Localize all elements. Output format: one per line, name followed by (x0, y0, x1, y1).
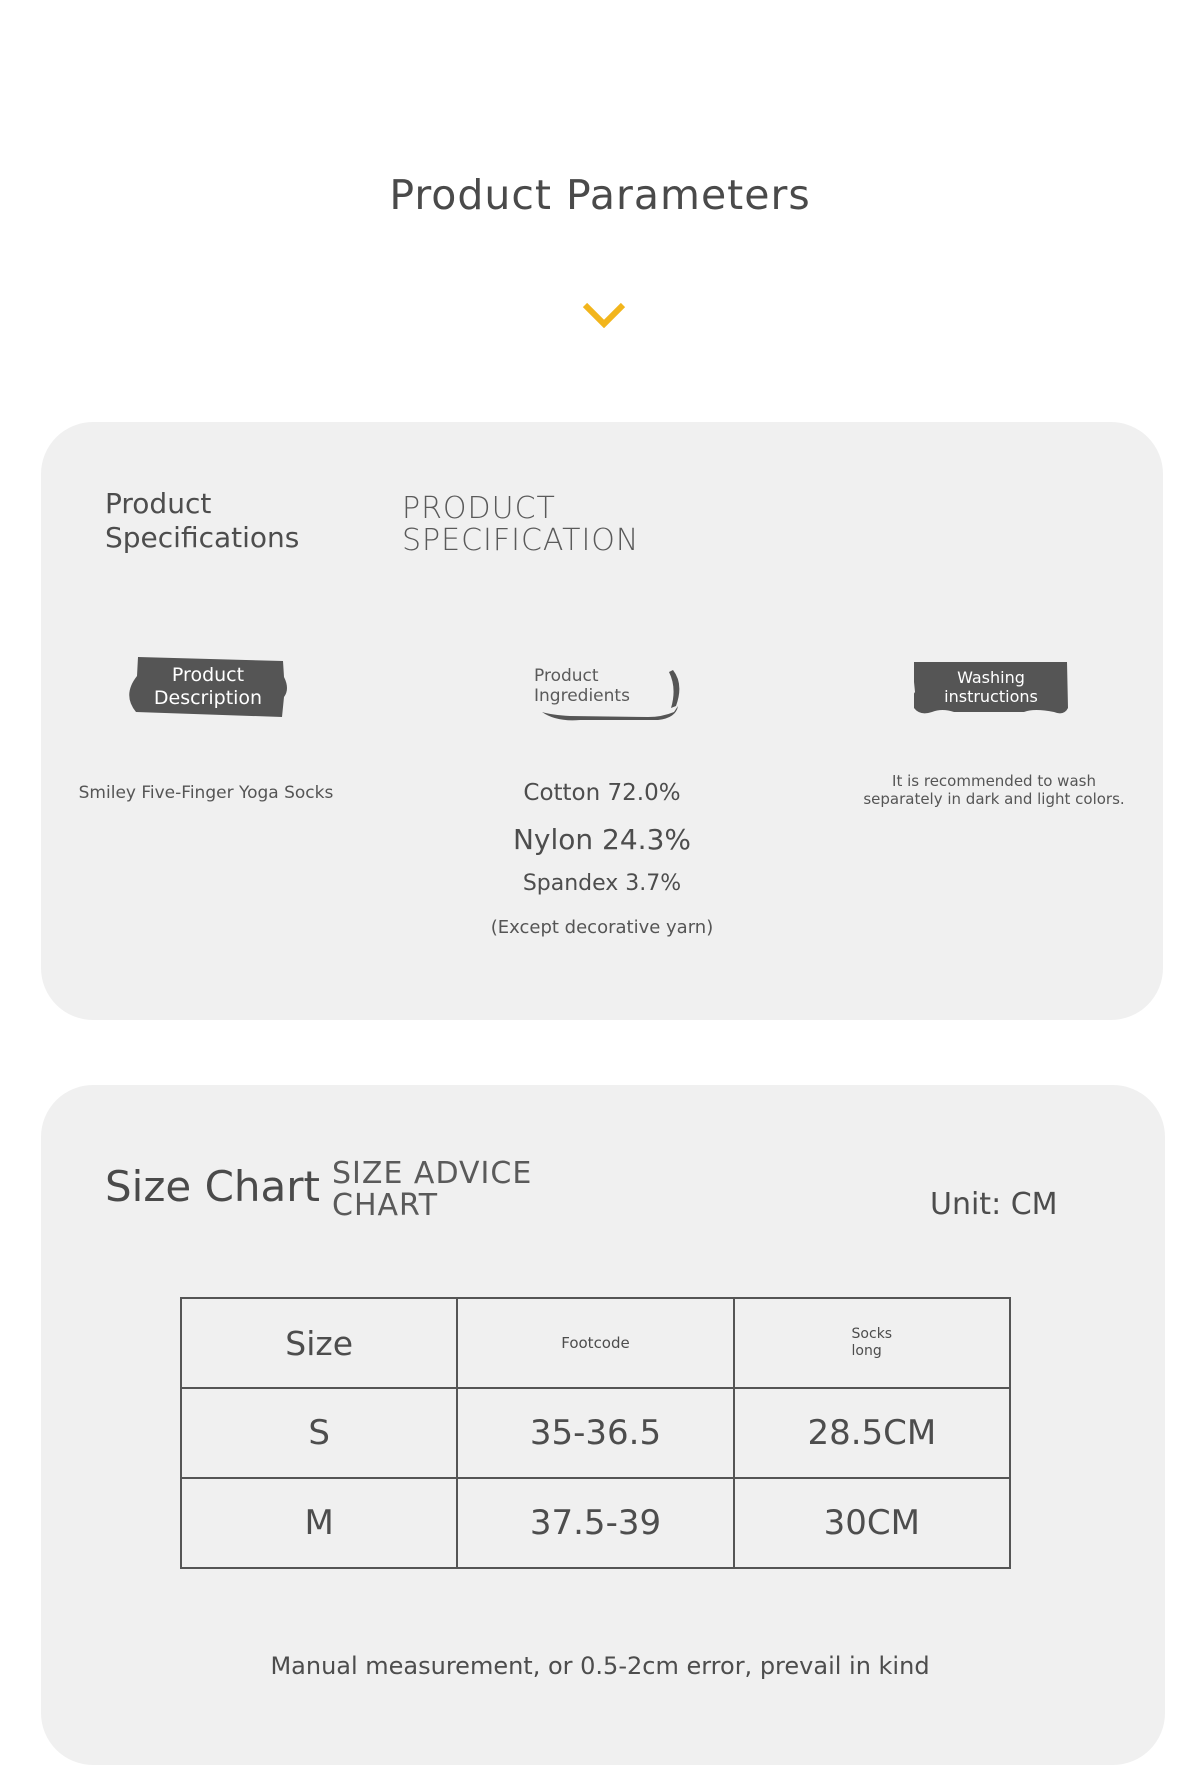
description-text: Smiley Five-Finger Yoga Socks (78, 783, 334, 803)
chevron-down-icon (582, 302, 626, 328)
specifications-subtitle: PRODUCT SPECIFICATION (402, 491, 640, 558)
page-title: Product Parameters (389, 171, 811, 219)
size-table (180, 1297, 1011, 1569)
size-chart-subtitle: SIZE ADVICE CHART (332, 1156, 533, 1223)
washing-tag: Washing instructions (944, 668, 1038, 706)
cell-size: S (181, 1388, 457, 1478)
ingredient-spandex: Spandex 3.7% (522, 871, 682, 896)
cell-footcode: 37.5-39 (457, 1478, 733, 1568)
cell-size: M (181, 1478, 457, 1568)
table-row (181, 1388, 1010, 1478)
ingredients-tag: Product Ingredients (534, 666, 630, 706)
unit-label: Unit: CM (930, 1187, 1058, 1222)
header-footcode: Footcode (457, 1298, 733, 1388)
ingredients-note: (Except decorative yarn) (490, 917, 714, 938)
table-row (181, 1478, 1010, 1568)
description-tag: Product Description (153, 664, 263, 709)
measurement-note: Manual measurement, or 0.5-2cm error, prevail in kind (270, 1652, 930, 1680)
header-socks-long: Socks long (734, 1298, 1010, 1388)
table-header-row (181, 1298, 1010, 1388)
cell-footcode: 35-36.5 (457, 1388, 733, 1478)
size-chart-title: Size Chart (105, 1162, 320, 1211)
cell-length: 28.5CM (734, 1388, 1010, 1478)
washing-text: It is recommended to wash separately in dark and light colors. (863, 772, 1125, 808)
header-size: Size (181, 1298, 457, 1388)
cell-length: 30CM (734, 1478, 1010, 1568)
ingredient-cotton: Cotton 72.0% (523, 780, 681, 806)
specifications-title: Product Specifications (105, 487, 300, 554)
ingredient-nylon: Nylon 24.3% (512, 823, 692, 856)
